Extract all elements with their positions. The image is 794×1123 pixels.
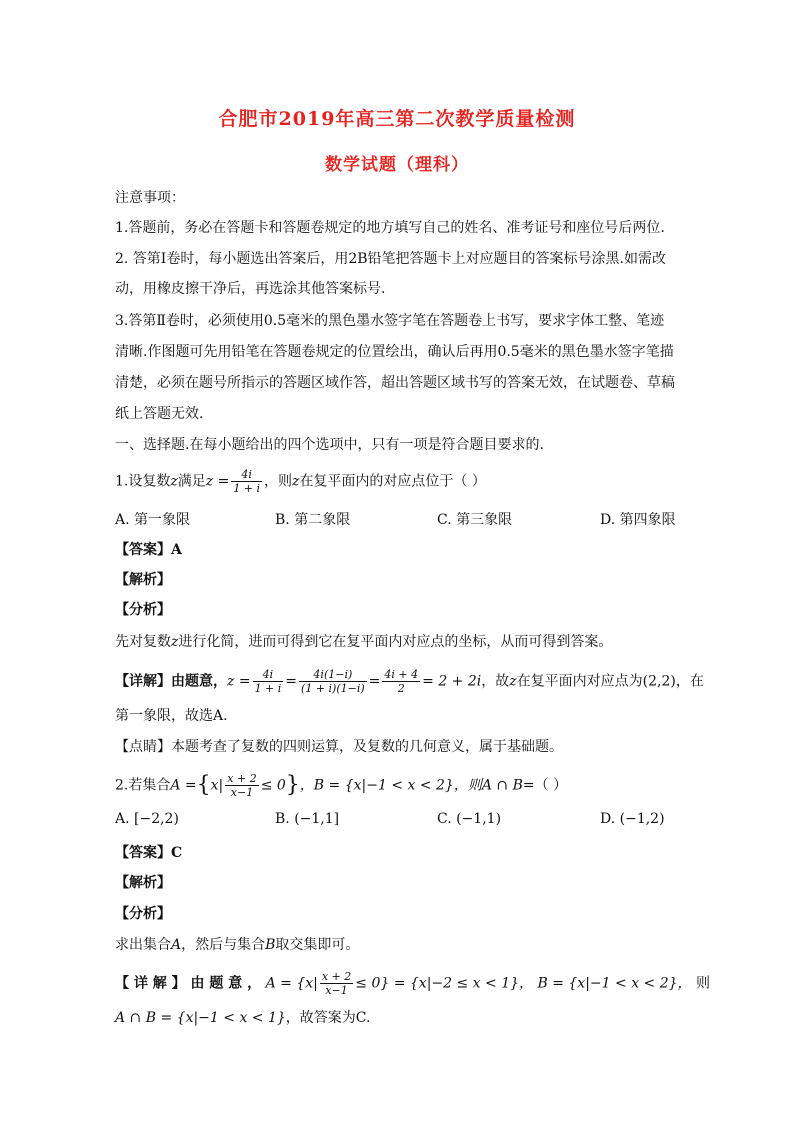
q2-left-brace: { (196, 772, 211, 798)
q2-set-a-lhs: A = (170, 777, 197, 794)
note-2a: 2. 答第Ⅰ卷时，每小题选出答案后，用2B铅笔把答题卡上对应题目的答案标号涂黑.如需改 (115, 251, 666, 267)
q2-option-b: B. (−1,1] (275, 811, 340, 827)
q1-detail-frac1 (253, 668, 284, 695)
q1-detail (115, 668, 704, 695)
q1-detail-var: z (509, 673, 517, 690)
page-title: 合肥市2019年高三第二次教学质量检测 (218, 108, 576, 130)
q1-fenxi-text (115, 632, 685, 652)
q2-analysis-label: 【解析】 (115, 875, 171, 891)
q2-fenxi-prefix: 求出集合 (115, 937, 171, 953)
q2-set-fraction-num: x + 2 (227, 772, 257, 785)
note-3a: 3.答第Ⅱ卷时，必须使用0.5毫米的黑色墨水签字笔在答题卷上书写，要求字体工整、笔迹 (115, 313, 665, 329)
section-heading: 一、选择题.在每小题给出的四个选项中，只有一项是符合题目要求的. (115, 437, 544, 453)
q2-detail-label: 【 详 解 】 由 题 意 ， (115, 975, 262, 992)
q2-detail-fraction-den: x−1 (325, 984, 348, 997)
q2-stem (115, 772, 685, 799)
q2-detail (115, 970, 710, 997)
q2-set-b: ，B = {x|−1 < x < 2}，则 (299, 777, 482, 794)
q2-stem-prefix: 2.若集合 (115, 777, 171, 794)
q1-detail-frac1-den: 1 + i (254, 682, 282, 695)
q1-fenxi-var: z (171, 634, 179, 650)
note-3c: 清楚，必须在题号所指示的答题区域作答，超出答题区域书写的答案无效，在试题卷、草稿 (115, 375, 675, 391)
q1-option-d: D. 第四象限 (600, 512, 676, 528)
q2-fenxi-suffix: 取交集即可。 (275, 937, 360, 953)
q1-var-z-2: z (292, 473, 300, 490)
q1-detail-label: 【详解】由题意， (115, 673, 227, 690)
q2-detail-fraction (320, 970, 353, 997)
q2-option-d: D. (−1,2) (600, 811, 665, 827)
q2-set-fraction-den: x−1 (230, 786, 254, 799)
note-3d: 纸上答题无效. (115, 406, 204, 422)
q1-stem-post: ，则 (264, 473, 293, 490)
note-3b: 清晰.作图题可先用铅笔在答题卷规定的位置绘出，确认后再用0.5毫米的黑色墨水签字笔描 (115, 344, 674, 360)
q1-stem-post2: 在复平面内的对应点位于（ ） (299, 473, 486, 490)
q2-fenxi-var-b: B (265, 937, 276, 953)
q2-detail-b: B = {x|−1 < x < 2}， (537, 975, 692, 992)
q2-answer: 【答案】C (115, 845, 183, 861)
q1-fenxi-suffix: 进行化简，进而可得到它在复平面内对应点的坐标，从而可得到答案。 (178, 634, 613, 650)
notes-heading: 注意事项： (115, 190, 185, 206)
q2-detail-fraction-num: x + 2 (321, 970, 352, 983)
q2-intersection: A ∩ B (481, 777, 523, 794)
q1-stem-mid: 满足 (177, 473, 206, 490)
q1-detail-eq1: = (285, 673, 298, 690)
q1-option-c: C. 第三象限 (437, 512, 513, 528)
q1-var-z: z (170, 473, 178, 490)
q2-detail-intersection: A ∩ B = {x|−1 < x < 1} (115, 1010, 286, 1026)
q2-detail-a-rhs: ≤ 0} = {x|−2 ≤ x < 1}， (355, 975, 534, 992)
q1-analysis-label: 【解析】 (115, 572, 171, 588)
q1-equation-lhs: z = (205, 473, 230, 490)
q1-answer: 【答案】A (115, 542, 182, 558)
q1-detail-frac3-num: 4i + 4 (384, 668, 419, 681)
page-subtitle: 数学试题（理科） (325, 155, 469, 175)
q1-fenxi-prefix: 先对复数 (115, 634, 171, 650)
q1-fraction-denominator: 1 + i (233, 482, 261, 495)
q2-detail-a-lhs: A = {x| (265, 975, 318, 992)
q1-detail-tail2: 在复平面内对应点为(2,2)，在 (516, 673, 704, 690)
q1-detail-frac1-num: 4i (253, 668, 284, 682)
q1-option-a: A. 第一象限 (115, 512, 191, 528)
q1-detail-z: z = (227, 673, 251, 690)
q2-fenxi-var-a: A (171, 937, 182, 953)
q2-detail-conclusion: ，故答案为C. (285, 1010, 371, 1026)
q2-option-c: C. (−1,1) (437, 811, 502, 827)
q1-detail-frac2 (299, 668, 367, 695)
q1-detail-frac3 (382, 668, 420, 695)
q2-fenxi-label: 【分析】 (115, 906, 171, 922)
q1-detail-eq2: = (368, 673, 381, 690)
q1-fraction-numerator: 4i (231, 468, 262, 482)
q2-set-condition: ≤ 0 (260, 777, 286, 794)
q1-detail-line2: 第一象限，故选A. (115, 708, 228, 724)
q1-fenxi-label: 【分析】 (115, 602, 171, 618)
q1-option-b: B. 第二象限 (275, 512, 351, 528)
q2-right-brace: } (285, 772, 300, 798)
q2-stem-post: =（ ） (522, 777, 568, 794)
q1-detail-frac3-den: 2 (397, 682, 405, 695)
q1-detail-result: = 2 + 2i (422, 673, 482, 690)
q1-detail-tail: ，故 (481, 673, 510, 690)
q1-dianjing: 【点睛】本题考查了复数的四则运算，及复数的几何意义，属于基础题。 (115, 739, 563, 755)
q2-option-a: A. [−2,2) (115, 811, 179, 827)
q1-detail-frac2-den: (1 + i)(1−i) (301, 682, 365, 695)
q1-stem-prefix: 1.设复数 (115, 473, 171, 490)
note-2b: 动，用橡皮擦干净后，再选涂其他答案标号. (115, 281, 386, 297)
q2-detail-line2 (115, 1008, 685, 1028)
q2-detail-then: 则 (696, 975, 710, 992)
note-1: 1.答题前，务必在答题卡和答题卷规定的地方填写自己的姓名、准考证号和座位号后两位. (115, 220, 665, 236)
q2-fenxi-text (115, 935, 685, 955)
q2-fenxi-mid: ，然后与集合 (181, 937, 266, 953)
q2-set-fraction (225, 772, 258, 799)
q2-set-var: x| (210, 777, 224, 794)
q1-stem (115, 468, 685, 495)
q1-detail-frac2-num: 4i(1−i) (299, 668, 367, 682)
q1-fraction (231, 468, 262, 495)
